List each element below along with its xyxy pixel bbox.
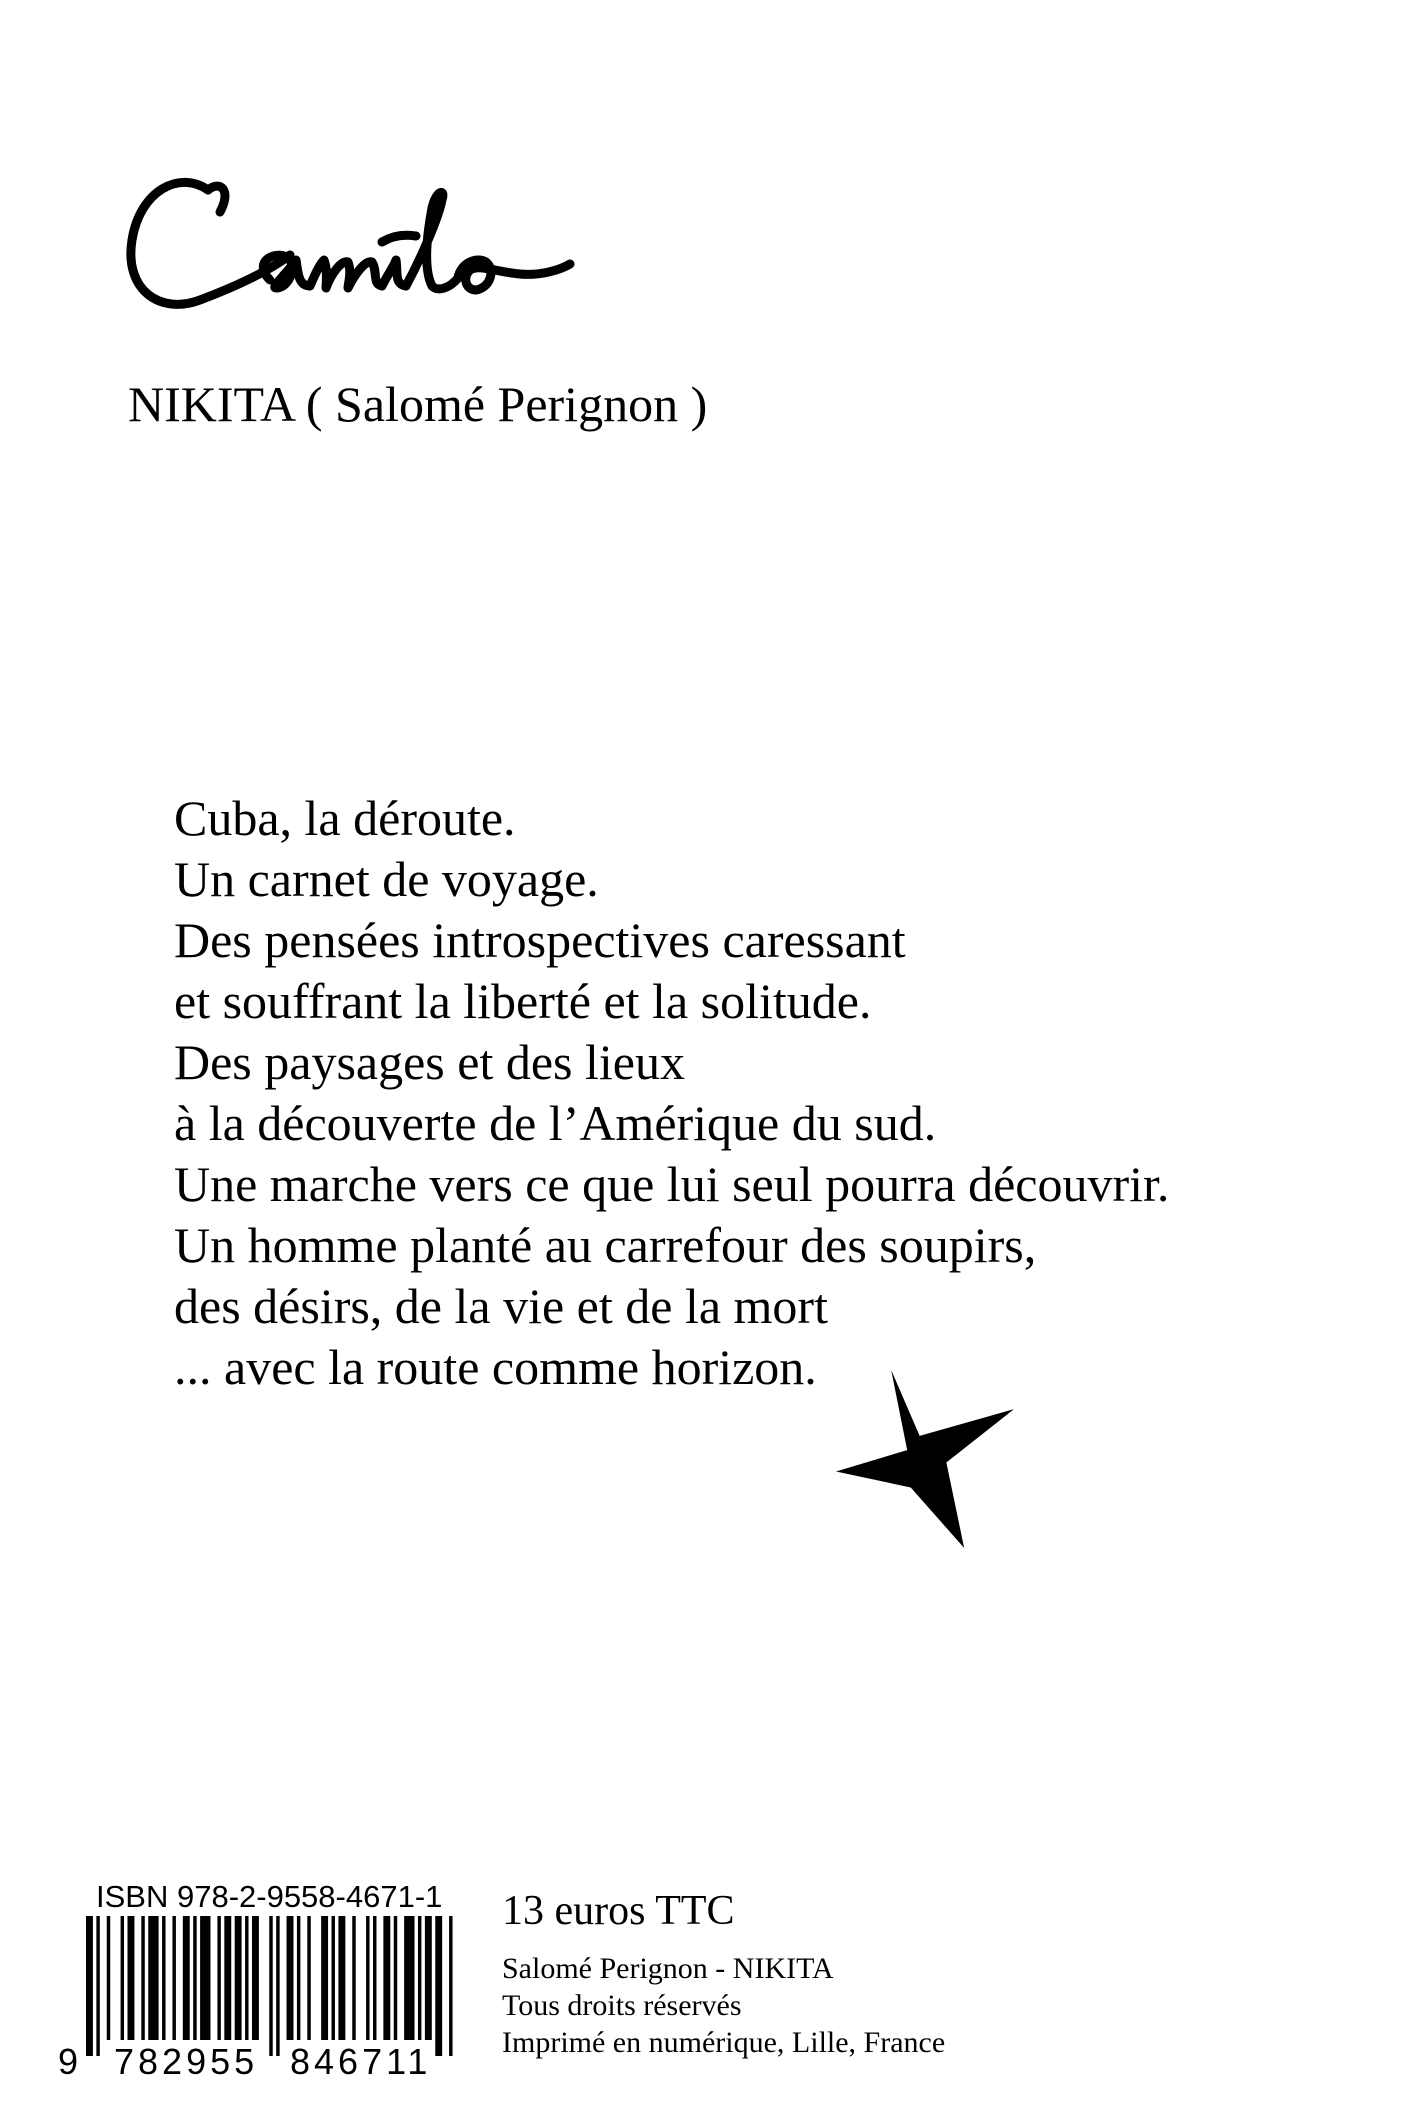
barcode-bar bbox=[217, 1916, 220, 2040]
isbn-label: ISBN 978-2-9558-4671-1 bbox=[96, 1879, 443, 1914]
barcode-bar bbox=[435, 1916, 442, 2056]
barcode-bar bbox=[373, 1916, 376, 2040]
barcode-digits-left: 782955 bbox=[114, 2041, 259, 2082]
barcode-bar bbox=[297, 1916, 300, 2040]
blurb-line: et souffrant la liberté et la solitude. bbox=[174, 973, 872, 1029]
barcode-bar bbox=[172, 1916, 175, 2040]
barcode-bar bbox=[307, 1916, 310, 2040]
barcode-bar bbox=[141, 1916, 144, 2040]
blurb-line: des désirs, de la vie et de la mort bbox=[174, 1278, 828, 1334]
barcode-digits bbox=[56, 2040, 466, 2084]
barcode-bar bbox=[332, 1916, 335, 2040]
barcode-bar bbox=[107, 1916, 110, 2040]
blurb-line: Un carnet de voyage. bbox=[174, 851, 599, 907]
blurb-line: Des paysages et des lieux bbox=[174, 1034, 685, 1090]
barcode-bar bbox=[338, 1916, 345, 2040]
isbn-barcode bbox=[56, 1880, 466, 2090]
cover-blurb bbox=[174, 788, 1169, 1398]
barcode-bar bbox=[183, 1916, 190, 2040]
blurb-line: à la découverte de l’Amérique du sud. bbox=[174, 1095, 937, 1151]
imprint-line: Tous droits réservés bbox=[502, 1989, 742, 2022]
barcode-bar bbox=[235, 1916, 242, 2040]
imprint-line: Salomé Perignon - NIKITA bbox=[502, 1952, 834, 1985]
cover-title-signature bbox=[120, 160, 660, 330]
barcode-bar bbox=[252, 1916, 259, 2040]
barcode-bar bbox=[321, 1916, 328, 2040]
blurb-line: Une marche vers ce que lui seul pourra découvrir. bbox=[174, 1156, 1170, 1212]
barcode-bars bbox=[86, 1916, 456, 2056]
blurb-line: Des pensées introspectives caressant bbox=[174, 912, 906, 968]
barcode-bar bbox=[224, 1916, 231, 2040]
price-label: 13 euros TTC bbox=[502, 1888, 735, 1934]
barcode-bar bbox=[86, 1916, 93, 2056]
barcode-bar bbox=[245, 1916, 248, 2040]
barcode-bar bbox=[287, 1916, 294, 2040]
barcode-bar bbox=[425, 1916, 432, 2040]
barcode-bar bbox=[193, 1916, 196, 2040]
barcode-bar bbox=[162, 1916, 165, 2040]
imprint-block bbox=[502, 1950, 945, 2061]
blurb-line: Cuba, la déroute. bbox=[174, 790, 516, 846]
barcode-bar bbox=[128, 1916, 135, 2040]
barcode-bar bbox=[148, 1916, 158, 2040]
author-line: NIKITA ( Salomé Perignon ) bbox=[128, 376, 708, 432]
barcode-bar bbox=[269, 1916, 272, 2056]
barcode-bar bbox=[366, 1916, 369, 2040]
barcode-bar bbox=[404, 1916, 414, 2040]
blurb-line: ... avec la route comme horizon. bbox=[174, 1339, 817, 1395]
blurb-line: Un homme planté au carrefour des soupirs, bbox=[174, 1217, 1037, 1273]
barcode-bar bbox=[276, 1916, 279, 2056]
barcode-digits-right: 846711 bbox=[290, 2041, 432, 2082]
imprint-line: Imprimé en numérique, Lille, France bbox=[502, 2026, 946, 2059]
barcode-bar bbox=[200, 1916, 210, 2040]
barcode-bar bbox=[383, 1916, 390, 2040]
barcode-bar bbox=[96, 1916, 99, 2056]
barcode-bar bbox=[394, 1916, 397, 2040]
star-icon bbox=[836, 1370, 1014, 1548]
barcode-bar bbox=[449, 1916, 452, 2056]
barcode-bar bbox=[121, 1916, 124, 2040]
barcode-bar bbox=[352, 1916, 355, 2040]
barcode-bar bbox=[418, 1916, 421, 2040]
barcode-digit-first: 9 bbox=[58, 2041, 79, 2082]
